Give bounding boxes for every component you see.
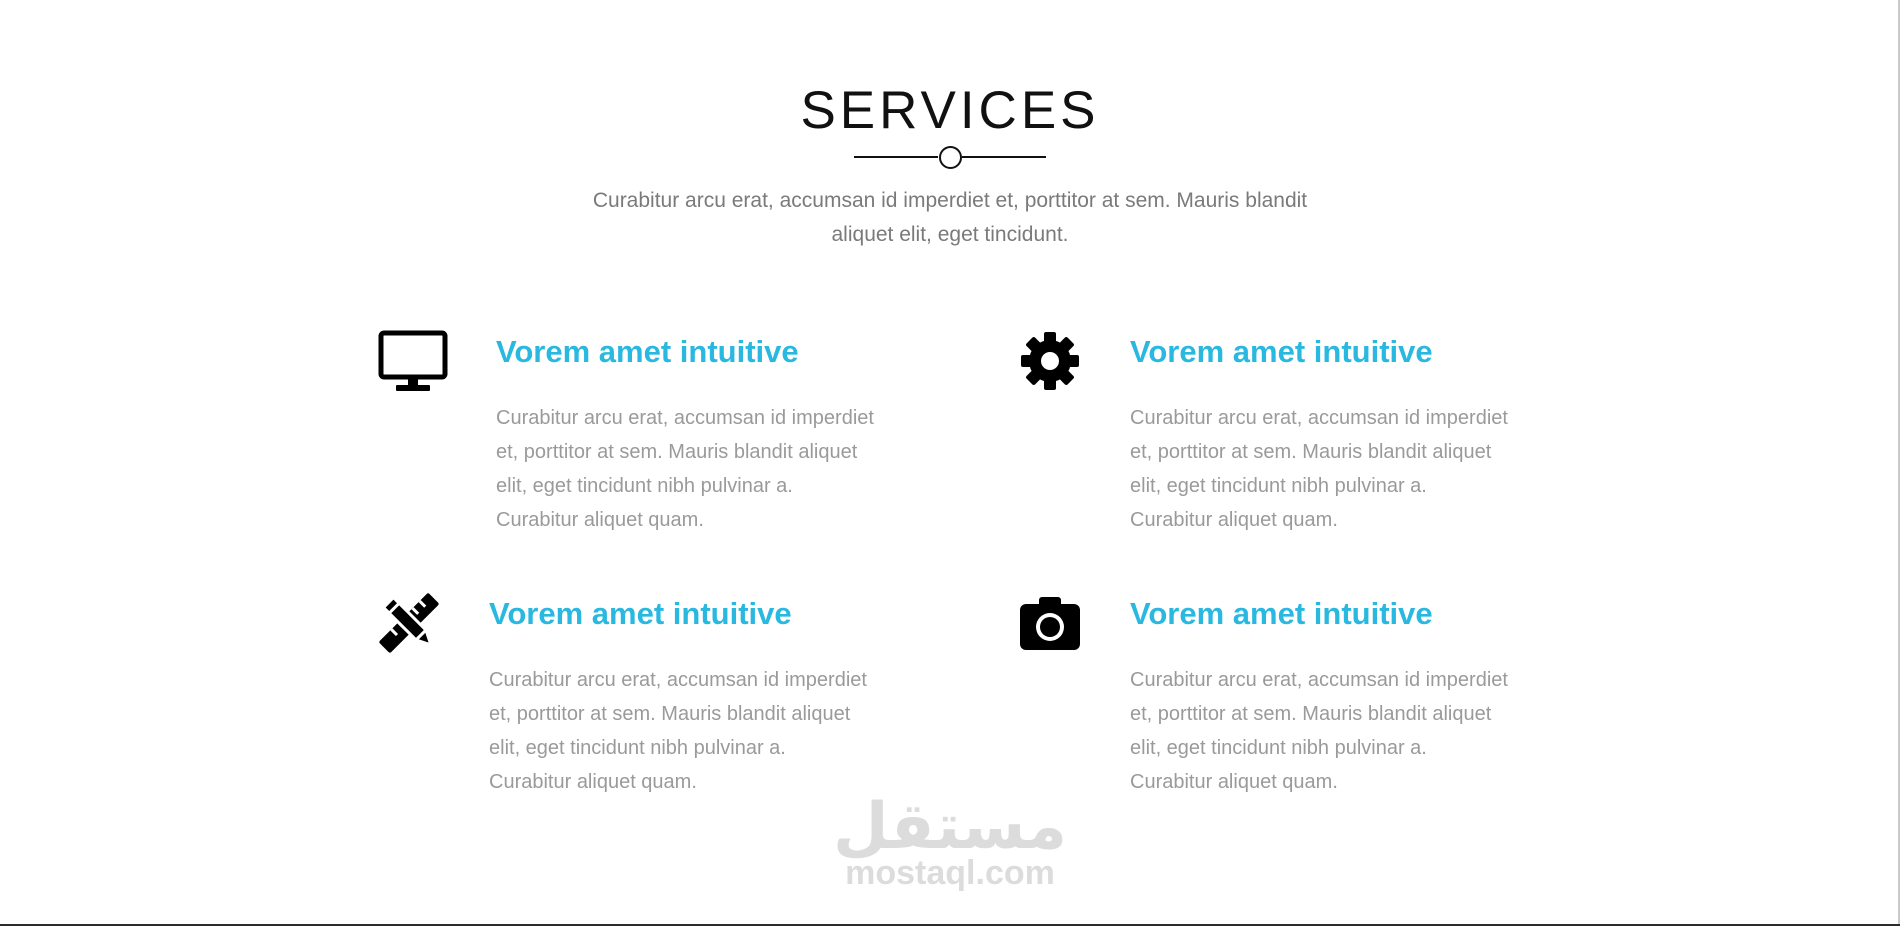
desktop-icon [378,330,448,392]
mostaql-watermark [830,790,1070,892]
service-title: Vorem amet intuitive [1130,334,1433,369]
service-title: Vorem amet intuitive [1130,596,1433,631]
service-title: Vorem amet intuitive [496,334,799,369]
service-title: Vorem amet intuitive [489,596,792,631]
divider-circle [939,146,962,169]
divider-line-right [962,156,1046,158]
service-description: Curabitur arcu erat, accumsan id imperdiet et, porttitor at sem. Mauris blandit aliquet elit, eget tincidunt nibh pulvinar a. Curabitur aliquet quam. [489,669,867,793]
pencil-ruler-icon [378,592,440,654]
watermark-arabic: مستقل [832,790,1068,864]
service-description: Curabitur arcu erat, accumsan id imperdiet et, porttitor at sem. Mauris blandit aliquet elit, eget tincidunt nibh pulvinar a. Curabitur aliquet quam. [1130,407,1508,531]
title-divider [854,145,1046,169]
camera-icon [1019,596,1081,651]
service-description: Curabitur arcu erat, accumsan id imperdiet et, porttitor at sem. Mauris blandit aliquet elit, eget tincidunt nibh pulvinar a. Curabitur aliquet quam. [496,407,874,531]
watermark-latin: mostaql.com [845,854,1055,892]
section-intro: Curabitur arcu erat, accumsan id imperdiet et, porttitor at sem. Mauris blandit aliquet elit, eget tincidunt. [592,189,1308,246]
section-title: SERVICES [800,81,1100,140]
gear-icon [1021,331,1079,391]
service-description: Curabitur arcu erat, accumsan id imperdiet et, porttitor at sem. Mauris blandit aliquet elit, eget tincidunt nibh pulvinar a. Curabitur aliquet quam. [1130,669,1508,793]
divider-line-left [854,156,938,158]
